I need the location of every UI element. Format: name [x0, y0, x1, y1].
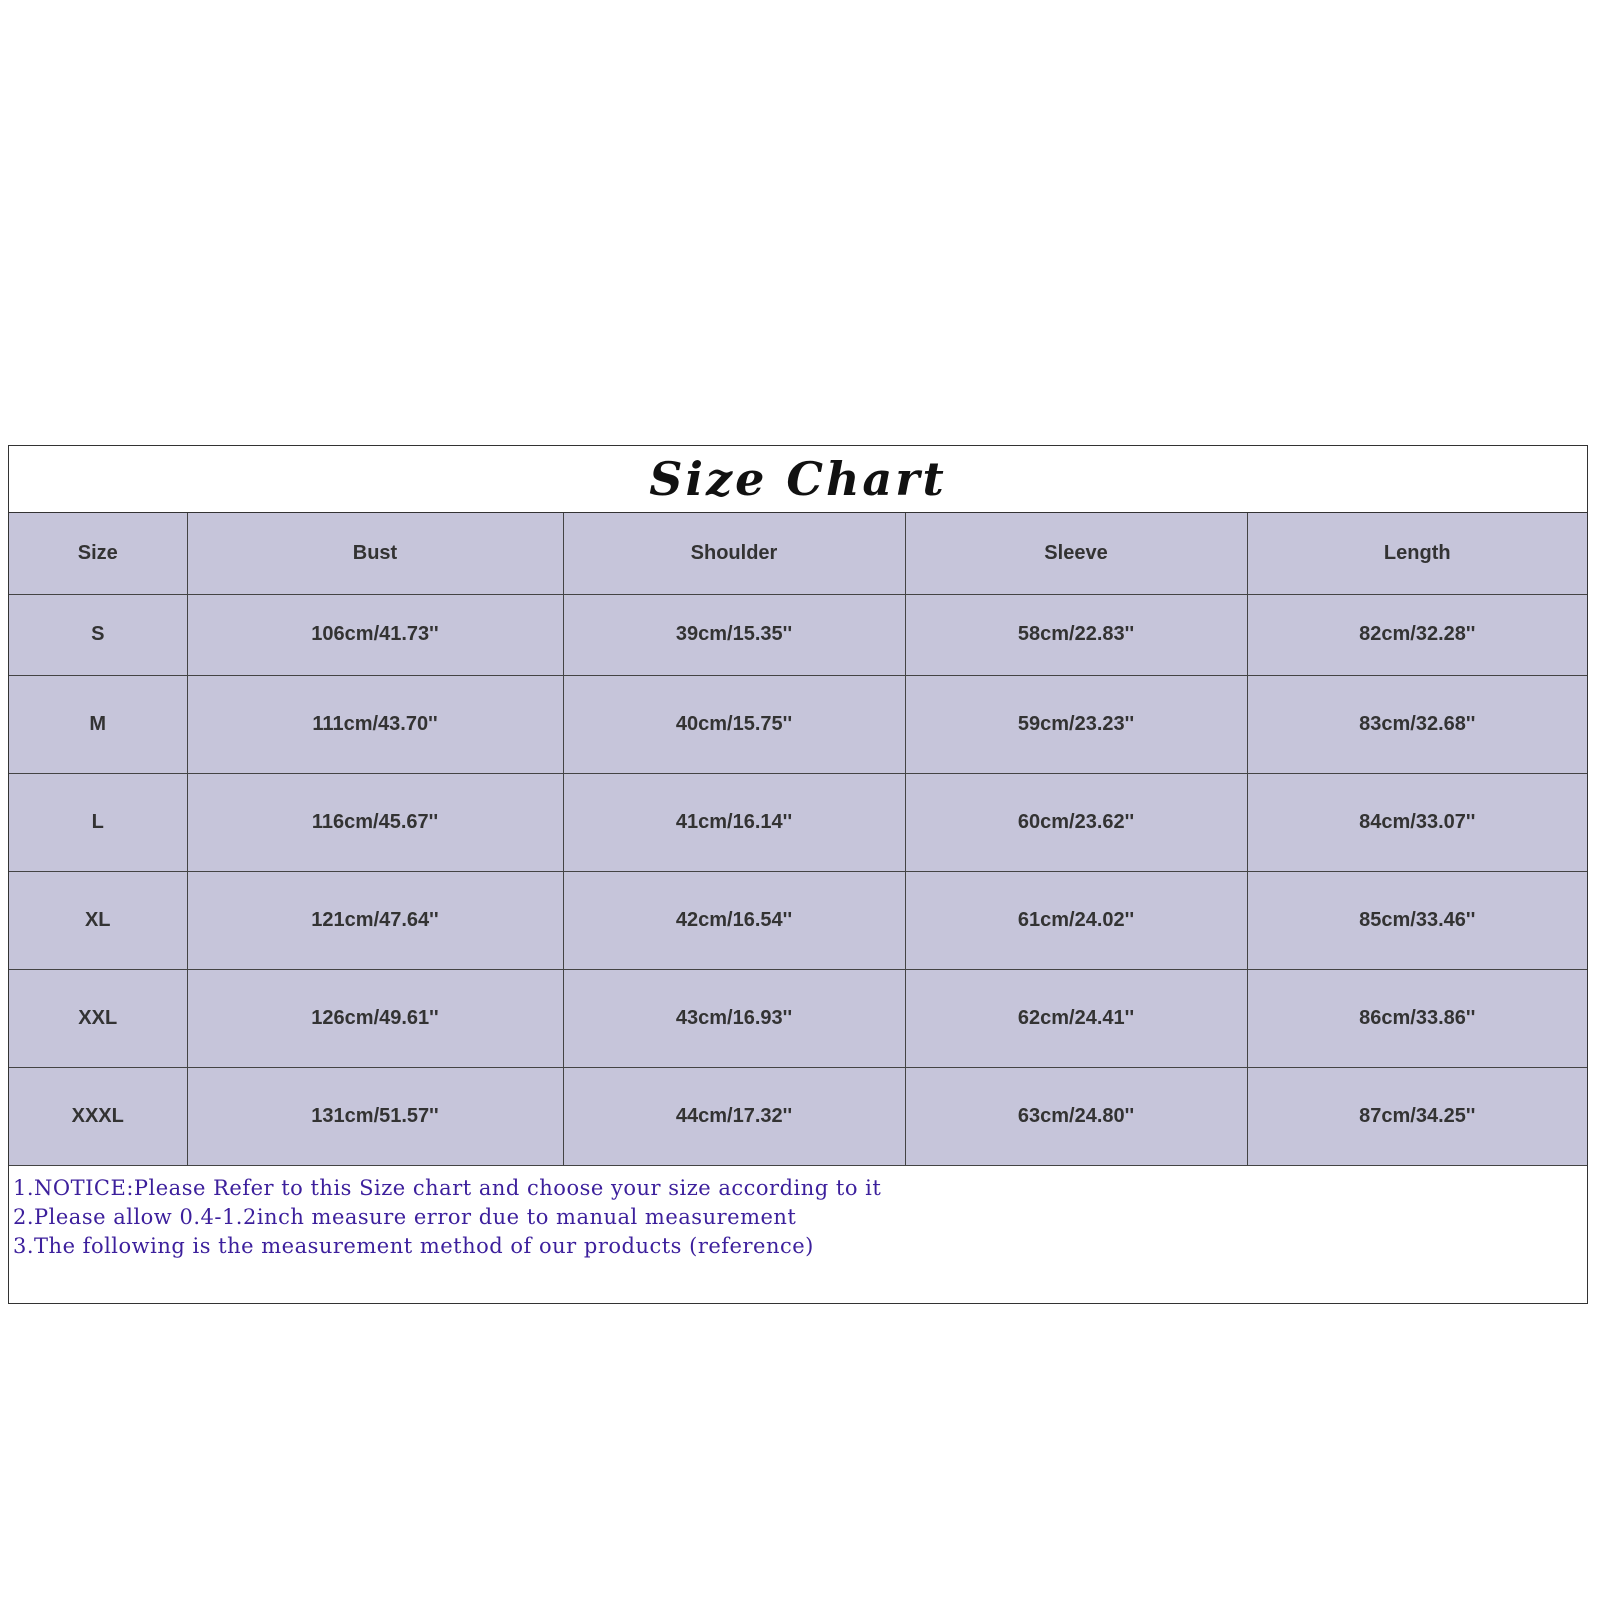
bust-cell: 126cm/49.61'' [187, 969, 563, 1067]
note-line: 3.The following is the measurement method of our products (reference) [13, 1234, 814, 1258]
sleeve-cell: 59cm/23.23'' [905, 675, 1247, 773]
note-line: 2.Please allow 0.4-1.2inch measure error due to manual measurement [13, 1205, 797, 1229]
header-size: Size [9, 513, 187, 594]
table-row [9, 969, 1587, 1067]
size-cell: M [9, 675, 187, 773]
notes-section [13, 1174, 881, 1261]
size-cell: XXXL [9, 1067, 187, 1165]
header-bust: Bust [187, 513, 563, 594]
sleeve-cell: 62cm/24.41'' [905, 969, 1247, 1067]
shoulder-cell: 41cm/16.14'' [563, 773, 905, 871]
sleeve-cell: 60cm/23.62'' [905, 773, 1247, 871]
size-cell: XXL [9, 969, 187, 1067]
sleeve-cell: 63cm/24.80'' [905, 1067, 1247, 1165]
length-cell: 85cm/33.46'' [1247, 871, 1587, 969]
table-row [9, 773, 1587, 871]
length-cell: 86cm/33.86'' [1247, 969, 1587, 1067]
size-cell: XL [9, 871, 187, 969]
shoulder-cell: 42cm/16.54'' [563, 871, 905, 969]
table-row [9, 675, 1587, 773]
table-row [9, 871, 1587, 969]
size-cell: L [9, 773, 187, 871]
size-chart [8, 445, 1588, 1304]
bust-cell: 131cm/51.57'' [187, 1067, 563, 1165]
sleeve-cell: 58cm/22.83'' [905, 594, 1247, 675]
shoulder-cell: 39cm/15.35'' [563, 594, 905, 675]
size-table [9, 513, 1587, 1166]
length-cell: 87cm/34.25'' [1247, 1067, 1587, 1165]
bust-cell: 121cm/47.64'' [187, 871, 563, 969]
note-line: 1.NOTICE:Please Refer to this Size chart and choose your size according to it [13, 1176, 882, 1200]
shoulder-cell: 43cm/16.93'' [563, 969, 905, 1067]
chart-title: Size Chart [649, 452, 947, 506]
header-length: Length [1247, 513, 1587, 594]
table-row [9, 1067, 1587, 1165]
size-cell: S [9, 594, 187, 675]
title-bar [9, 446, 1587, 513]
bust-cell: 116cm/45.67'' [187, 773, 563, 871]
table-row [9, 594, 1587, 675]
bust-cell: 106cm/41.73'' [187, 594, 563, 675]
bust-cell: 111cm/43.70'' [187, 675, 563, 773]
sleeve-cell: 61cm/24.02'' [905, 871, 1247, 969]
table-header-row [9, 513, 1587, 594]
header-sleeve: Sleeve [905, 513, 1247, 594]
shoulder-cell: 44cm/17.32'' [563, 1067, 905, 1165]
shoulder-cell: 40cm/15.75'' [563, 675, 905, 773]
length-cell: 82cm/32.28'' [1247, 594, 1587, 675]
header-shoulder: Shoulder [563, 513, 905, 594]
length-cell: 83cm/32.68'' [1247, 675, 1587, 773]
length-cell: 84cm/33.07'' [1247, 773, 1587, 871]
